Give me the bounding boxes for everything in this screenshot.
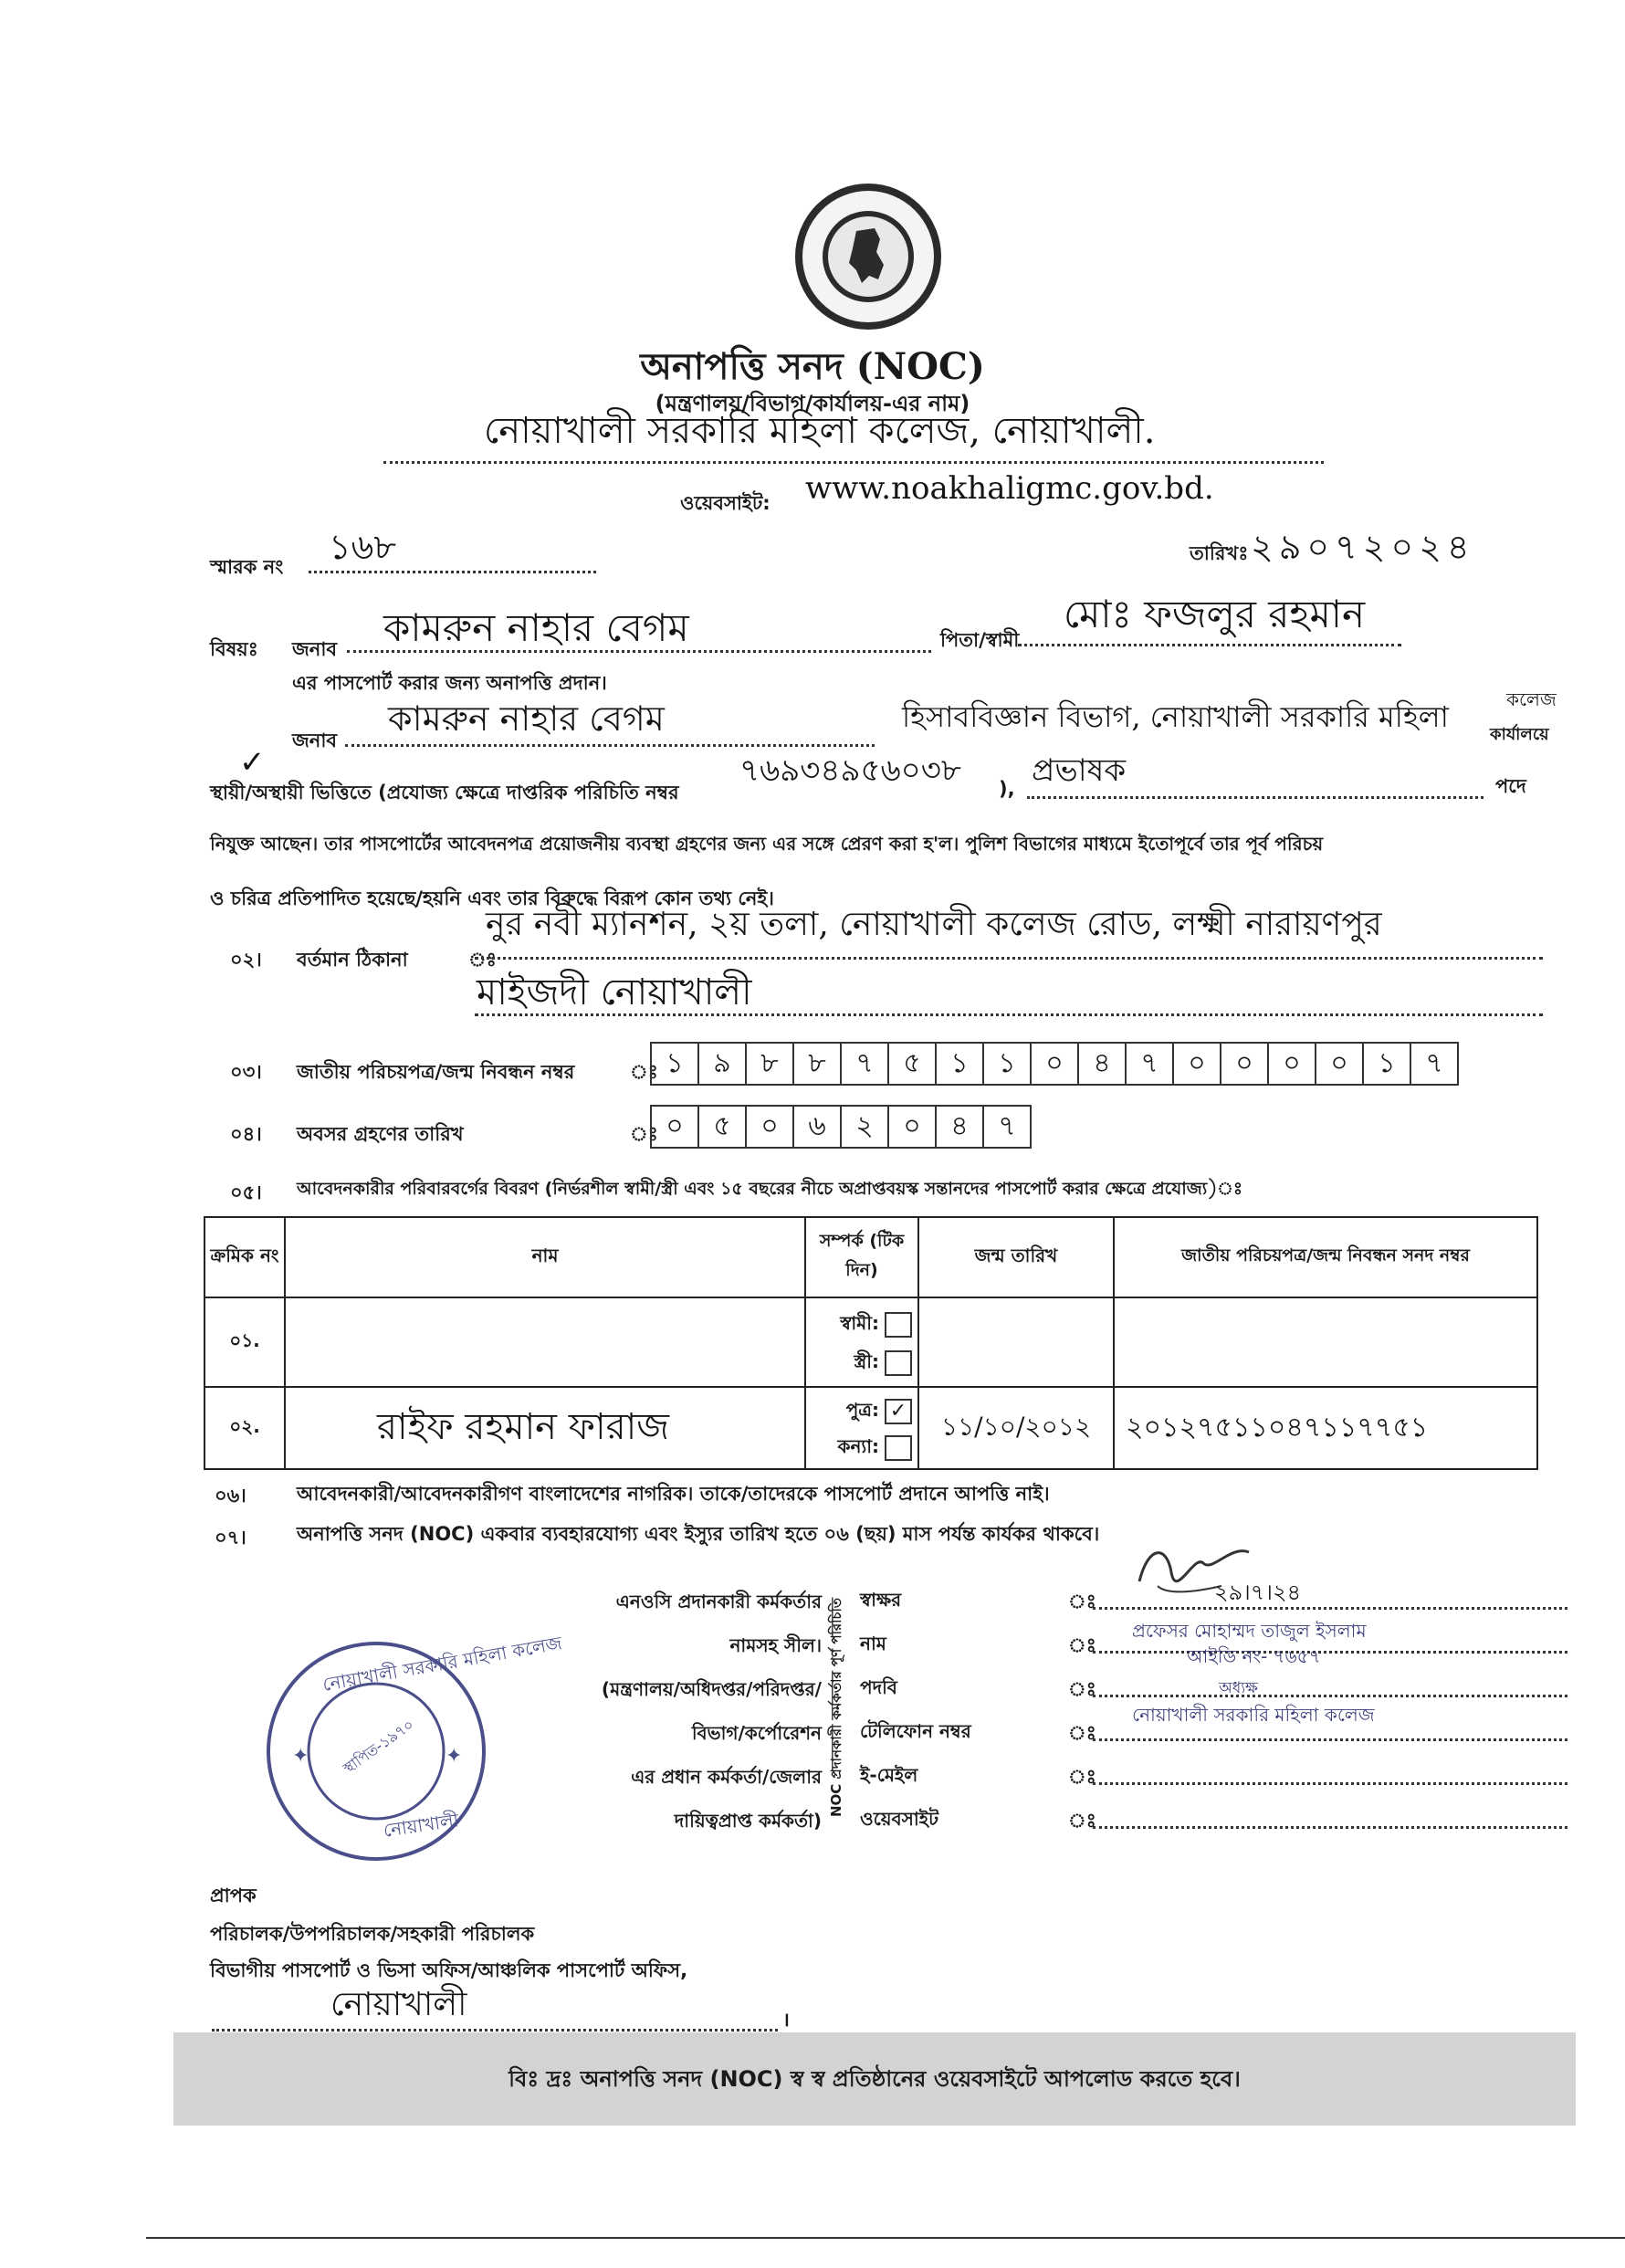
- recipient-line-2: বিভাগীয় পাসপোর্ট ও ভিসা অফিস/আঞ্চলিক পাসপোর্ট অফিস,: [210, 1959, 688, 1981]
- table-row: [204, 1387, 1537, 1469]
- digit-box: ৮: [794, 1042, 842, 1086]
- signature-field-line: [1093, 1782, 1567, 1785]
- digit-box: ১: [984, 1042, 1032, 1086]
- digit-box: ০: [1316, 1042, 1364, 1086]
- retire-digit-boxes: [650, 1105, 1032, 1149]
- official-id: ৭৬৯৩৪৯৫৬০৩৮: [739, 752, 961, 789]
- address-colon: ঃ: [468, 949, 497, 971]
- husband-checkbox[interactable]: [885, 1312, 912, 1338]
- digit-box: ০: [747, 1105, 794, 1149]
- officer-name: প্রফেসর মোহাম্মদ তাজুল ইসলাম: [1132, 1620, 1367, 1642]
- office-name-dotline: [383, 461, 1324, 464]
- recipient-handwritten: নোয়াখালী: [330, 1986, 467, 2023]
- paren-close: ),: [999, 778, 1015, 800]
- digit-box: ৯: [699, 1042, 747, 1086]
- seal-text-outer: নোয়াখালী সরকারি মহিলা কলেজ: [320, 1632, 564, 1696]
- father-label: পিতা/স্বামী: [940, 629, 1020, 651]
- item-02-number: ০২।: [230, 949, 262, 971]
- address-dotline-1: [475, 957, 1543, 960]
- item-03-number: ০৩।: [230, 1061, 262, 1083]
- signature-field-row: [860, 1755, 1581, 1791]
- row2-name: রাইফ রহমান ফারাজ: [377, 1405, 669, 1448]
- header-dob: জন্ম তারিখ: [918, 1217, 1114, 1297]
- address-line-1: নুর নবী ম্যানশন, ২য় তলা, নোয়াখালী কলেজ রোড, লক্ষ্মী নারায়ণপুর: [486, 906, 1382, 943]
- daughter-checkbox[interactable]: [885, 1435, 912, 1461]
- date-value: ২৯০৭২০২৪: [1251, 527, 1475, 567]
- applicant-dotline: [347, 650, 931, 653]
- nid-label: জাতীয় পরিচয়পত্র/জন্ম নিবন্ধন নম্বর: [297, 1061, 575, 1083]
- father-name: মোঃ ফজলুর রহমান: [1064, 592, 1366, 636]
- date-label: তারিখঃ: [1190, 542, 1249, 564]
- signature-field-row: [860, 1799, 1581, 1835]
- header-serial: ক্রমিক নং: [204, 1217, 285, 1297]
- applicant-name-2: কামরুন নাহার বেগম: [388, 698, 665, 739]
- retire-label: অবসর গ্রহণের তারিখ: [297, 1123, 464, 1145]
- row2-option-son: পুত্র:: [845, 1399, 879, 1421]
- page-bottom-rule: [146, 2237, 1625, 2239]
- digit-box: ১: [652, 1042, 699, 1086]
- digit-box: ০: [1032, 1042, 1079, 1086]
- memo-label: স্মারক নং: [210, 556, 284, 578]
- item-04-number: ০৪।: [230, 1123, 262, 1145]
- retire-colon: ঃ: [630, 1123, 658, 1145]
- signature-left-line: এনওসি প্রদানকারী কর্মকর্তার: [615, 1591, 822, 1612]
- row1-option-husband: স্বামী:: [840, 1312, 879, 1334]
- janab-label-2: জনাব: [292, 730, 338, 751]
- row1-option-wife: স্ত্রী:: [854, 1350, 879, 1372]
- header-relation: সম্পর্ক (টিক দিন): [805, 1217, 918, 1297]
- officer-id: আইডি নং- ৭৬৫৭: [1187, 1645, 1321, 1667]
- digit-box: ৪: [937, 1105, 984, 1149]
- recipient-end: ।: [782, 2009, 790, 2031]
- table-header-row: [204, 1217, 1537, 1297]
- digit-box: ১: [1364, 1042, 1411, 1086]
- nid-digit-boxes: [650, 1042, 1459, 1086]
- digit-box: ০: [1221, 1042, 1269, 1086]
- signature-field-line: [1093, 1738, 1567, 1741]
- validity-text: অনাপত্তি সনদ (NOC) একবার ব্যবহারযোগ্য এবং ইস্যুর তারিখ হতে ০৬ (ছয়) মাস পর্যন্ত কার্যকর থাকবে।: [297, 1523, 1100, 1545]
- svg-text:✦: ✦: [446, 1745, 463, 1768]
- recipient-label: প্রাপক: [210, 1885, 257, 1906]
- digit-box: ১: [937, 1042, 984, 1086]
- citizen-text: আবেদনকারী/আবেদনকারীগণ বাংলাদেশের নাগরিক। তাকে/তাদেরকে পাসপোর্ট প্রদানে আপত্তি নাই।: [297, 1483, 1050, 1505]
- digit-box: ৫: [699, 1105, 747, 1149]
- office-suffix: কার্যালয়ে: [1490, 725, 1549, 744]
- table-row: [204, 1297, 1537, 1387]
- digit-box: ০: [1269, 1042, 1316, 1086]
- item-07-number: ০৭।: [215, 1527, 246, 1549]
- designation: প্রভাষক: [1032, 752, 1127, 789]
- father-dotline: [1018, 644, 1401, 646]
- digit-box: ০: [889, 1105, 937, 1149]
- item-05-number: ০৫।: [230, 1181, 262, 1203]
- row1-name: [285, 1297, 805, 1387]
- signature-field-colon: ঃ: [1068, 1634, 1096, 1656]
- address-label: বর্তমান ঠিকানা: [297, 949, 408, 971]
- digit-box: ৭: [1411, 1042, 1459, 1086]
- header-name: নাম: [285, 1217, 805, 1297]
- item-06-number: ০৬।: [215, 1485, 246, 1507]
- signature-field-line: [1093, 1607, 1567, 1610]
- address-dotline-2: [475, 1013, 1543, 1016]
- son-checkbox[interactable]: ✓: [885, 1399, 912, 1424]
- paragraph-line-1: নিযুক্ত আছেন। তার পাসপোর্টের আবেদনপত্র প্রয়োজনীয় ব্যবস্থা গ্রহণের জন্য এর সঙ্গে প্রেরণ করা হ'ল। পুলিশ বিভাগের মাধ্যমে ইতোপূর্বে তার পূর্ব পরিচয়: [210, 833, 1324, 855]
- family-table: [204, 1216, 1538, 1470]
- tick-mark: ✓: [239, 744, 266, 781]
- recipient-dotline: [212, 2029, 778, 2032]
- nid-colon: ঃ: [630, 1061, 658, 1083]
- website-value: www.noakhaligmc.gov.bd.: [805, 470, 1214, 507]
- wife-checkbox[interactable]: [885, 1350, 912, 1376]
- digit-box: ৭: [1127, 1042, 1174, 1086]
- permanent-text: স্থায়ী/অস্থায়ী ভিত্তিতে (প্রযোজ্য ক্ষেত্রে দাপ্তরিক পরিচিতি নম্বর: [210, 782, 679, 803]
- document-subtitle: (মন্ত্রণালয়/বিভাগ/কার্যালয়-এর নাম): [655, 391, 970, 416]
- signature-field-colon: ঃ: [1068, 1678, 1096, 1700]
- subject-label: বিষয়ঃ: [210, 638, 258, 660]
- digit-box: ৬: [794, 1105, 842, 1149]
- officer-org: নোয়াখালী সরকারি মহিলা কলেজ: [1132, 1704, 1375, 1726]
- signature-left-line: এর প্রধান কর্মকর্তা/জেলার: [631, 1766, 822, 1788]
- digit-box: ৭: [984, 1105, 1032, 1149]
- row1-nid: [1114, 1297, 1537, 1387]
- signature-field-label: নাম: [860, 1633, 886, 1654]
- recipient-line-1: পরিচালক/উপপরিচালক/সহকারী পরিচালক: [210, 1923, 535, 1945]
- department-name: হিসাববিজ্ঞান বিভাগ, নোয়াখালী সরকারি মহিলা: [902, 699, 1449, 734]
- government-emblem: [792, 181, 944, 332]
- address-line-2: মাইজদী নোয়াখালী: [477, 971, 752, 1013]
- subject-line2: এর পাসপোর্ট করার জন্য অনাপত্তি প্রদান।: [292, 672, 607, 694]
- digit-box: ২: [842, 1105, 889, 1149]
- footer-note: বিঃ দ্রঃ অনাপত্তি সনদ (NOC) স্ব স্ব প্রতিষ্ঠানের ওয়েবসাইটে আপলোড করতে হবে।: [173, 2032, 1576, 2126]
- row2-option-daughter: কন্যা:: [837, 1435, 879, 1457]
- row1-relation: [805, 1297, 918, 1387]
- digit-box: ০: [652, 1105, 699, 1149]
- paragraph-line-2: ও চরিত্র প্রতিপাদিত হয়েছে/হয়নি এবং তার বিরুদ্ধে বিরূপ কোন তথ্য নেই।: [210, 887, 774, 909]
- signature-left-line: দায়িত্বপ্রাপ্ত কর্মকর্তা): [674, 1810, 822, 1832]
- signature-field-label: ওয়েবসাইট: [860, 1808, 938, 1830]
- digit-box: ৮: [747, 1042, 794, 1086]
- office-name: নোয়াখালী সরকারি মহিলা কলেজ, নোয়াখালী.: [484, 410, 1156, 452]
- seal-text-city: নোয়াখালী: [382, 1809, 460, 1842]
- row2-nid: ২০১২৭৫১১০৪৭১১৭৭৫১: [1126, 1411, 1429, 1444]
- document-title: অনাপত্তি সনদ (NOC): [640, 345, 985, 388]
- row2-dob: ১১/১০/২০১২: [940, 1411, 1092, 1442]
- signature-field-colon: ঃ: [1068, 1810, 1096, 1832]
- seal-text-inner: স্থাপিত-১৯৭০: [340, 1716, 417, 1778]
- signature-field-label: টেলিফোন নম্বর: [860, 1720, 971, 1742]
- vertical-text: NOC প্রদানকারী কর্মকর্তার পূর্ণ পরিচিতি: [828, 1597, 844, 1817]
- header-nid: জাতীয় পরিচয়পত্র/জন্ম নিবন্ধন সনদ নম্বর: [1114, 1217, 1537, 1297]
- family-label: আবেদনকারীর পরিবারবর্গের বিবরণ (নির্ভরশীল স্বামী/স্ত্রী এবং ১৫ বছরের নীচে অপ্রাপ্তবয়স্ক সন্তানদের পাসপোর্ট করার ক্ষেত্রে প্রযোজ্য)ঃ: [297, 1179, 1243, 1199]
- signature-field-colon: ঃ: [1068, 1766, 1096, 1788]
- svg-text:✦: ✦: [292, 1745, 309, 1768]
- signature-field-colon: ঃ: [1068, 1722, 1096, 1744]
- row2-relation: [805, 1387, 918, 1469]
- officer-designation: অধ্যক্ষ: [1219, 1679, 1258, 1697]
- college-note: কলেজ: [1506, 688, 1557, 710]
- row1-serial: ০১.: [204, 1297, 285, 1387]
- digit-box: ৪: [1079, 1042, 1127, 1086]
- janab-label: জনাব: [292, 638, 338, 660]
- designation-dotline: [1027, 796, 1483, 799]
- digit-box: ০: [1174, 1042, 1221, 1086]
- signature-field-line: [1093, 1826, 1567, 1829]
- website-label: ওয়েবসাইট:: [680, 492, 771, 514]
- memo-number: ১৬৮: [329, 527, 397, 567]
- applicant-name: কামরুন নাহার বেগম: [383, 605, 689, 650]
- digit-box: ৭: [842, 1042, 889, 1086]
- signature-field-colon: ঃ: [1068, 1591, 1096, 1612]
- digit-box: ৫: [889, 1042, 937, 1086]
- signature-field-label: স্বাক্ষর: [860, 1589, 902, 1611]
- memo-dotline: [309, 571, 596, 573]
- row2-serial: ০২.: [204, 1387, 285, 1469]
- pade-label: পদে: [1495, 775, 1526, 797]
- signature-field-label: পদবি: [860, 1676, 897, 1698]
- signature-left-line: নামসহ সীল।: [729, 1634, 822, 1656]
- signature-left-line: বিভাগ/কর্পোরেশন: [691, 1722, 822, 1744]
- signature-left-line: (মন্ত্রণালয়/অধিদপ্তর/পরিদপ্তর/: [601, 1678, 822, 1700]
- signature-field-line: [1093, 1695, 1567, 1697]
- signature-field-line: [1093, 1651, 1567, 1654]
- row1-dob: [918, 1297, 1114, 1387]
- signature-field-label: ই-মেইল: [860, 1764, 918, 1786]
- signature-date: ২৯।৭।২৪: [1214, 1580, 1302, 1605]
